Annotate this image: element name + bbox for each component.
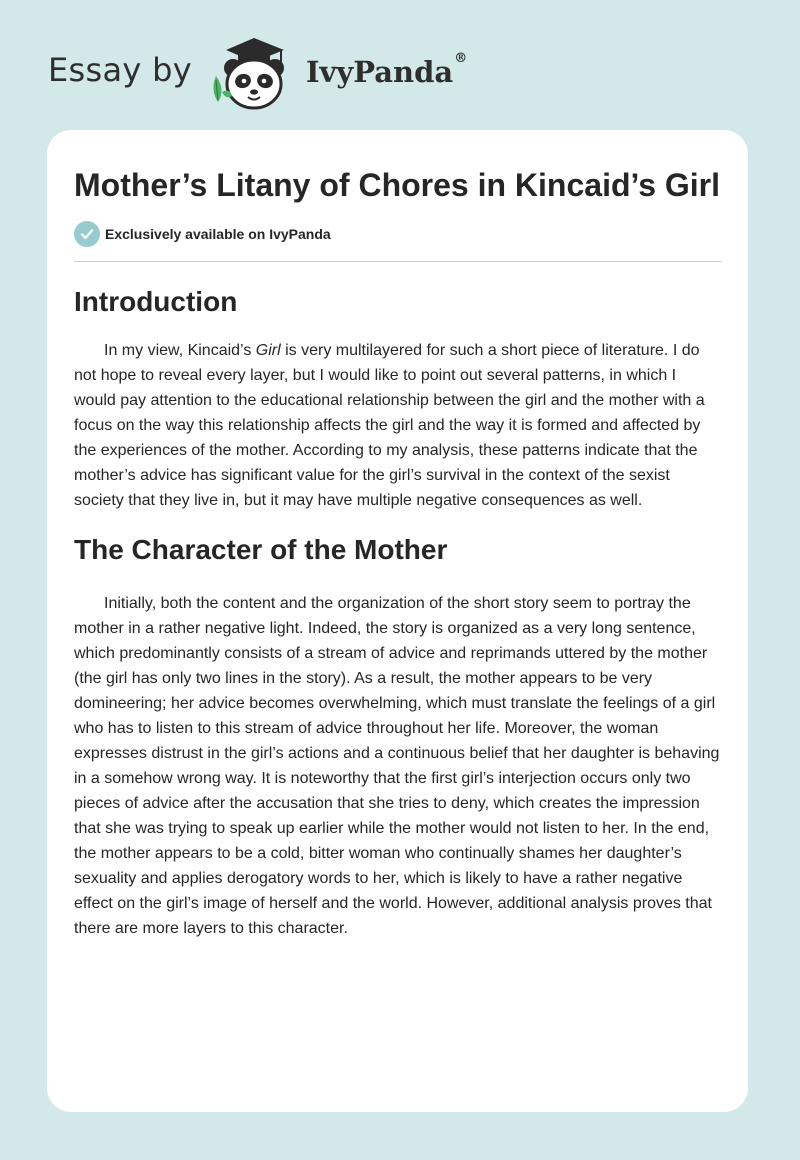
exclusive-badge bbox=[74, 221, 722, 247]
section-heading-introduction: Introduction bbox=[74, 286, 238, 317]
divider bbox=[74, 261, 722, 262]
registered-mark: ® bbox=[454, 51, 468, 66]
exclusive-badge-label: Exclusively available on IvyPanda bbox=[105, 226, 331, 242]
brand-name: IvyPanda® bbox=[305, 51, 468, 89]
story-title-emphasis: Girl bbox=[255, 342, 281, 359]
essay-card bbox=[47, 130, 748, 1112]
panda-graduate-logo-icon bbox=[206, 34, 302, 114]
character-of-mother-paragraph: Initially, both the content and the organization of the short story seem to portray the mother in a rather negative light. Indeed, the story is organized as a very long sentence, which predominantly consists of a stream of advice and reprimands uttered by the mother (the girl has only two lines in the story). As a result, the mother appears to be very domineering; her advice becomes overwhelming, which must translate the feelings of a girl who has to listen to this stream of advice throughout her life. Moreover, the woman expresses distrust in the girl’s actions and a continuous belief that her daughter is behaving in a somehow wrong way. It is noteworthy that the first girl’s interjection occurs only two pieces of advice after the accusation that she tries to deny, which creates the impression that she was trying to speak up earlier while the mother would not listen to her. In the end, the mother appears to be a cold, bitter woman who continually shames her daughter’s sexuality and applies derogatory words to her, which is likely to have a rather negative effect on the girl’s image of herself and the world. However, additional analysis proves that there are more layers to this character. bbox=[74, 595, 720, 937]
brand-header[interactable] bbox=[48, 34, 467, 114]
page-title: Mother’s Litany of Chores in Kincaid’s Girl bbox=[74, 167, 721, 203]
introduction-paragraph: In my view, Kincaid’s Girl is very multilayered for such a short piece of literature. I do not hope to reveal every layer, but I would like to point out several patterns, in which I would pay attention to the educational relationship between the girl and the mother with a focus on the way this relationship affects the girl and the way it is formed and affected by the experiences of the mother. According to my analysis, these patterns indicate that the mother’s advice has significant value for the girl’s survival in the context of the sexist society that they live in, but it may have multiple negative consequences as well. bbox=[74, 342, 705, 509]
section-heading-character-of-mother: The Character of the Mother bbox=[74, 534, 448, 565]
check-circle-icon bbox=[74, 221, 100, 247]
brand-prefix: Essay by bbox=[48, 51, 192, 89]
